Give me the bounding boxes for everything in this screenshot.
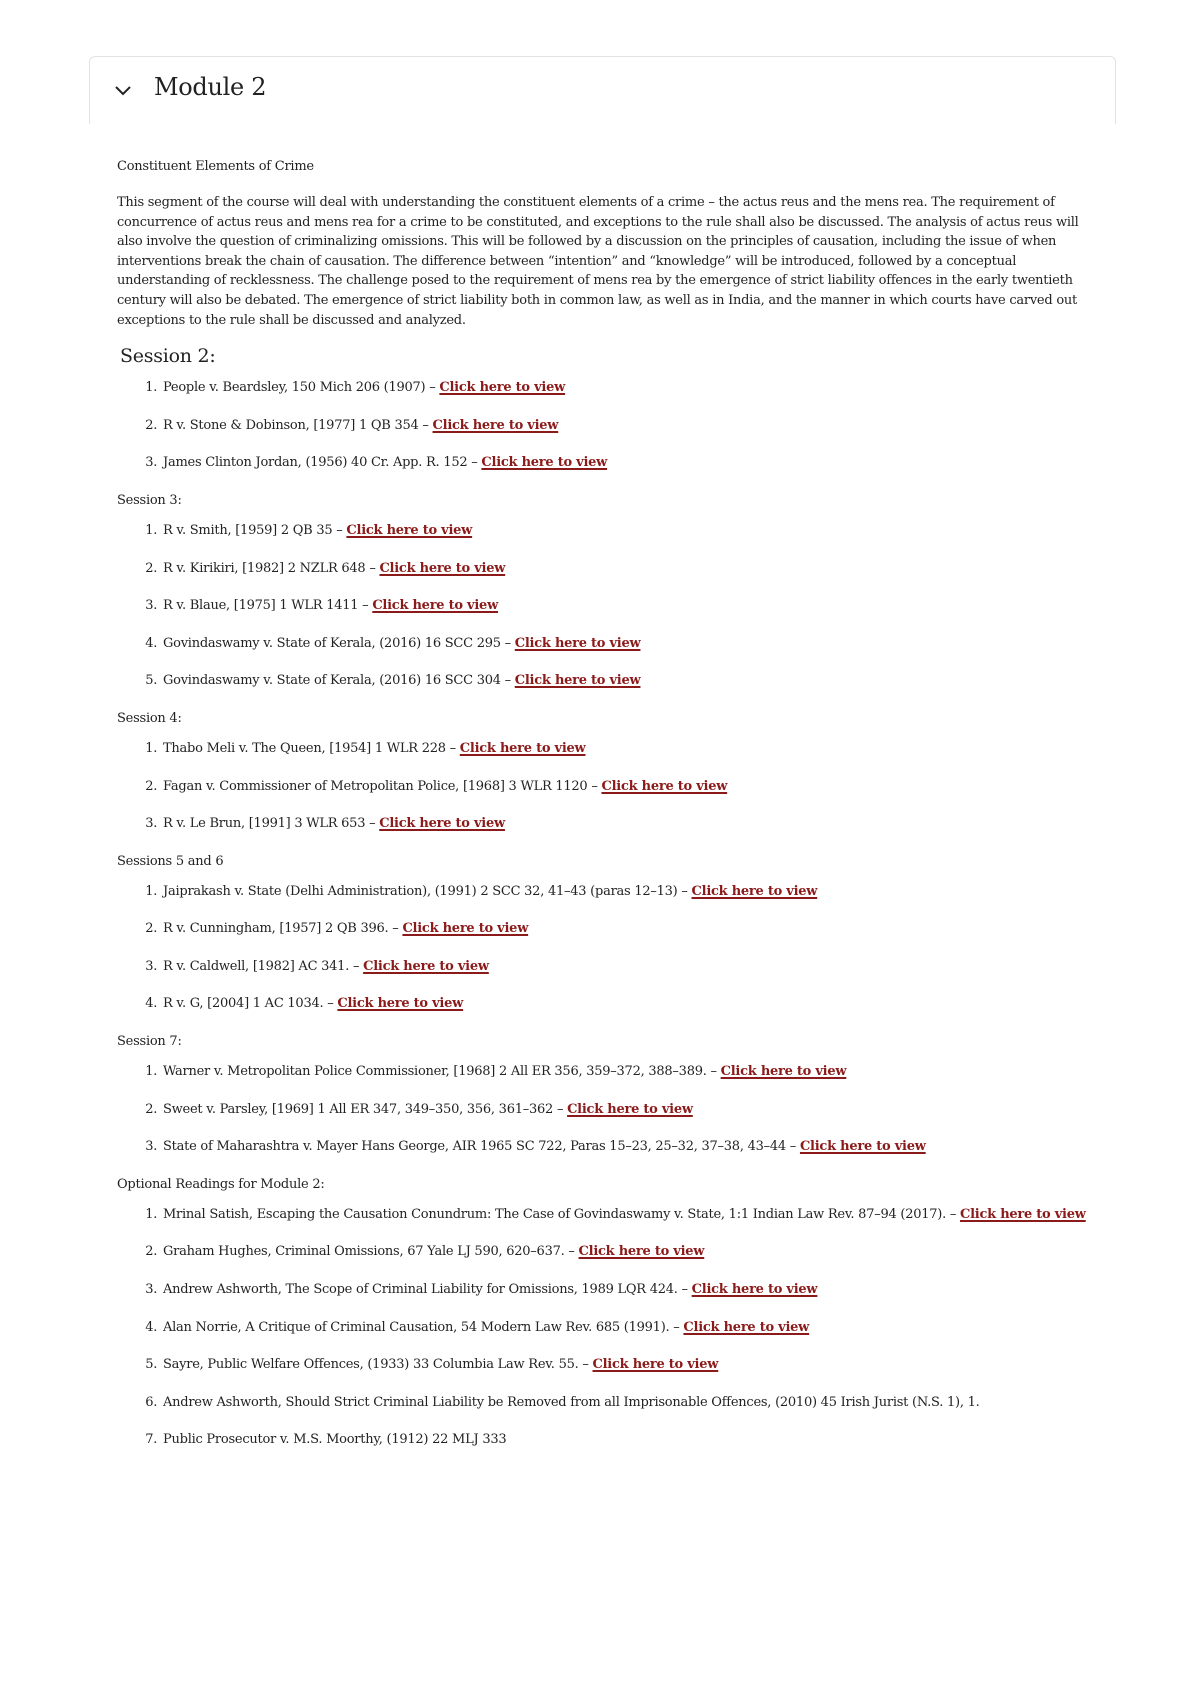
citation-text: Andrew Ashworth, Should Strict Criminal Liability be Removed from all Imprisonable Offences, (2010) 45 Irish Jurist (N.S. 1), 1. xyxy=(163,1394,980,1410)
list-item xyxy=(161,1205,1097,1225)
view-link[interactable]: Click here to view xyxy=(691,1282,818,1298)
citation-text: Govindaswamy v. State of Kerala, (2016) 16 SCC 295 – xyxy=(163,635,515,651)
citation-text: Mrinal Satish, Escaping the Causation Conundrum: The Case of Govindaswamy v. State, 1:1 Indian Law Rev. 87–94 (2017). – xyxy=(163,1206,961,1222)
list-item xyxy=(161,1100,1097,1120)
session-heading: Session 2: xyxy=(120,345,216,368)
list-item xyxy=(161,378,1097,398)
view-link[interactable]: Click here to view xyxy=(481,455,608,471)
citation-text: R v. G, [2004] 1 AC 1034. – xyxy=(163,996,338,1012)
citation-text: Sweet v. Parsley, [1969] 1 All ER 347, 349–350, 356, 361–362 – xyxy=(163,1101,568,1117)
view-link[interactable]: Click here to view xyxy=(346,522,473,538)
list-item xyxy=(161,919,1097,939)
list-item xyxy=(161,1242,1097,1262)
citation-text: R v. Kirikiri, [1982] 2 NZLR 648 – xyxy=(163,560,380,576)
list-item xyxy=(161,814,1097,834)
list-item xyxy=(161,1355,1097,1375)
reading-list-items xyxy=(117,882,1097,1015)
citation-text: Govindaswamy v. State of Kerala, (2016) 16 SCC 304 – xyxy=(163,673,515,689)
list-item xyxy=(161,957,1097,977)
list-item xyxy=(161,1318,1097,1338)
view-link[interactable]: Click here to view xyxy=(514,673,641,689)
view-link[interactable]: Click here to view xyxy=(799,1139,926,1155)
list-item xyxy=(161,1137,1097,1157)
reading-list-items xyxy=(117,378,1097,473)
view-link[interactable]: Click here to view xyxy=(402,921,529,937)
list-item xyxy=(161,559,1097,579)
section-heading: Constituent Elements of Crime xyxy=(117,159,314,174)
citation-text: Warner v. Metropolitan Police Commissioner, [1968] 2 All ER 356, 359–372, 388–389. – xyxy=(163,1064,721,1080)
session-heading: Session 3: xyxy=(117,492,182,508)
view-link[interactable]: Click here to view xyxy=(379,560,506,576)
view-link[interactable]: Click here to view xyxy=(372,598,499,614)
citation-text: R v. Blaue, [1975] 1 WLR 1411 – xyxy=(163,598,373,614)
list-item xyxy=(161,1430,1097,1450)
list-item xyxy=(161,596,1097,616)
chevron-down-icon[interactable] xyxy=(113,81,133,101)
list-item xyxy=(161,671,1097,691)
module-description: This segment of the course will deal with understanding the constituent elements of a crime – the actus reus and the mens rea. The requirement of concurrence of actus reus and mens rea for a crime to be constituted, and exceptions to the rule shall also be discussed. The analysis of actus reus will also involve the question of criminalizing omissions. This will be followed by a discussion on the principles of causation, including the issue of when interventions break the chain of causation. The difference between “intention” and “knowledge” will be introduced, followed by a conceptual understanding of recklessness. The challenge posed to the requirement of mens rea by the emergence of strict liability offences in the early twentieth century will also be debated. The emergence of strict liability both in common law, as well as in India, and the manner in which courts have carved out exceptions to the rule shall be discussed and analyzed. xyxy=(117,195,1079,328)
session-heading: Sessions 5 and 6 xyxy=(117,853,224,869)
list-item xyxy=(161,882,1097,902)
list-item xyxy=(161,521,1097,541)
list-item xyxy=(161,994,1097,1014)
citation-text: R v. Stone & Dobinson, [1977] 1 QB 354 – xyxy=(163,417,433,433)
citation-text: Graham Hughes, Criminal Omissions, 67 Yale LJ 590, 620–637. – xyxy=(163,1244,579,1260)
list-item xyxy=(161,739,1097,759)
citation-text: Andrew Ashworth, The Scope of Criminal Liability for Omissions, 1989 LQR 424. – xyxy=(163,1282,692,1298)
list-item xyxy=(161,777,1097,797)
view-link[interactable]: Click here to view xyxy=(439,380,566,396)
citation-text: Jaiprakash v. State (Delhi Administration), (1991) 2 SCC 32, 41–43 (paras 12–13) – xyxy=(163,883,692,899)
view-link[interactable]: Click here to view xyxy=(337,996,464,1012)
citation-text: R v. Caldwell, [1982] AC 341. – xyxy=(163,958,364,974)
view-link[interactable]: Click here to view xyxy=(514,635,641,651)
session-heading: Session 4: xyxy=(117,710,182,726)
list-item xyxy=(161,634,1097,654)
module-accordion-header[interactable] xyxy=(89,56,1116,124)
view-link[interactable]: Click here to view xyxy=(601,778,728,794)
citation-text: R v. Cunningham, [1957] 2 QB 396. – xyxy=(163,921,403,937)
view-link[interactable]: Click here to view xyxy=(432,417,559,433)
view-link[interactable]: Click here to view xyxy=(683,1319,810,1335)
session-heading: Optional Readings for Module 2: xyxy=(117,1176,325,1192)
view-link[interactable]: Click here to view xyxy=(592,1357,719,1373)
citation-text: Sayre, Public Welfare Offences, (1933) 33 Columbia Law Rev. 55. – xyxy=(163,1357,593,1373)
module-content xyxy=(117,157,1097,1468)
reading-list-items xyxy=(117,1205,1097,1451)
view-link[interactable]: Click here to view xyxy=(960,1206,1086,1222)
list-item xyxy=(161,1393,1097,1413)
list-item xyxy=(161,1280,1097,1300)
view-link[interactable]: Click here to view xyxy=(459,740,586,756)
reading-list-items xyxy=(117,739,1097,834)
view-link[interactable]: Click here to view xyxy=(567,1101,693,1117)
module-title: Module 2 xyxy=(154,73,267,101)
citation-text: James Clinton Jordan, (1956) 40 Cr. App. R. 152 – xyxy=(163,455,482,471)
citation-text: Thabo Meli v. The Queen, [1954] 1 WLR 228 – xyxy=(163,740,460,756)
reading-list-items xyxy=(117,521,1097,691)
list-item xyxy=(161,1062,1097,1082)
session-heading: Session 7: xyxy=(117,1034,182,1050)
citation-text: State of Maharashtra v. Mayer Hans George, AIR 1965 SC 722, Paras 15–23, 25–32, 37–38, 43–44 – xyxy=(163,1139,800,1155)
list-item xyxy=(161,453,1097,473)
view-link[interactable]: Click here to view xyxy=(578,1244,705,1260)
reading-list xyxy=(117,342,1097,1450)
citation-text: Fagan v. Commissioner of Metropolitan Police, [1968] 3 WLR 1120 – xyxy=(163,778,602,794)
citation-text: People v. Beardsley, 150 Mich 206 (1907) – xyxy=(163,380,440,396)
citation-text: R v. Smith, [1959] 2 QB 35 – xyxy=(163,522,347,538)
view-link[interactable]: Click here to view xyxy=(691,883,818,899)
reading-list-items xyxy=(117,1062,1097,1157)
citation-text: Public Prosecutor v. M.S. Moorthy, (1912) 22 MLJ 333 xyxy=(163,1432,507,1448)
view-link[interactable]: Click here to view xyxy=(379,816,505,832)
view-link[interactable]: Click here to view xyxy=(720,1064,847,1080)
citation-text: R v. Le Brun, [1991] 3 WLR 653 – xyxy=(163,816,380,832)
list-item xyxy=(161,416,1097,436)
citation-text: Alan Norrie, A Critique of Criminal Causation, 54 Modern Law Rev. 685 (1991). – xyxy=(163,1319,684,1335)
view-link[interactable]: Click here to view xyxy=(363,958,489,974)
